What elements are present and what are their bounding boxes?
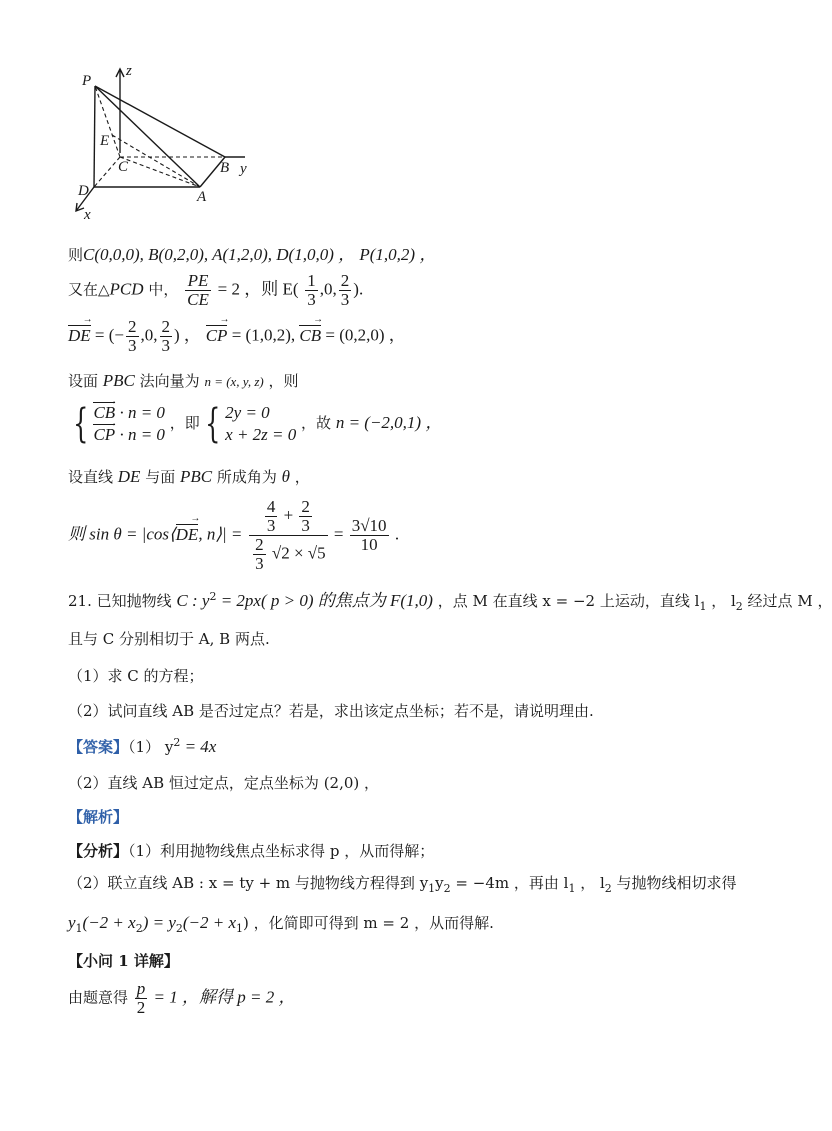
- answer-line-2: （2）直线 AB 恒过定点，定点坐标为 (2,0) ，: [68, 774, 380, 792]
- vector-cb: CB →: [299, 325, 321, 345]
- fraction-p-2: $\frac{p}{2}$: [136, 979, 146, 1017]
- text: 则: [68, 246, 84, 264]
- text: ，: [290, 468, 310, 486]
- coordinates-line: [68, 240, 436, 265]
- plane-name: PBC: [102, 371, 135, 390]
- label-P: P: [82, 73, 92, 89]
- plane-name: PBC: [180, 467, 213, 486]
- question-21-line-1: 21. 已知抛物线 C : $y^2 = 2px$( p > 0) 的焦点为 F(1,0) ，点 M 在直线 x = −2 上运动，直线 $l_1$ ， $l_2$ 经过点 M ，: [68, 590, 832, 613]
- text: 设直线: [68, 468, 118, 486]
- analysis-tag: 【解析】: [68, 808, 129, 826]
- text: 则 sin θ = |cos⟨: [68, 524, 176, 544]
- system-2: 2y = 0 x + 2z = 0: [225, 403, 297, 444]
- sin-theta-line: [68, 498, 399, 573]
- result-fraction: $\frac{3√10}{10}$: [351, 516, 387, 554]
- fraction-pe-ce: $\frac{PE}{CE}$: [187, 271, 209, 309]
- coordinates-math: C(0,0,0), B(0,2,0), A(1,2,0), D(1,0,0) ， P(1,0,2) ，: [83, 245, 437, 264]
- text: ，故: [296, 414, 336, 432]
- text: 法向量为: [134, 372, 205, 390]
- fraction: $\frac{2}{3}$: [340, 271, 350, 309]
- angle-line: [68, 466, 310, 487]
- text: =: [329, 524, 348, 544]
- label-A: A: [197, 189, 207, 205]
- text: = 2 ，则 E(: [217, 279, 299, 299]
- pyramid-figure: [60, 55, 280, 225]
- system-line: [68, 402, 442, 446]
- label-E: E: [100, 133, 110, 149]
- label-z: z: [126, 63, 132, 79]
- label-x: x: [84, 207, 91, 223]
- fraction: $\frac{1}{3}$: [307, 271, 316, 309]
- solution-line: 由题意得 $\frac{p}{2}$ = 1 ，解得 p = 2 ，: [68, 979, 296, 1017]
- label-C: C: [118, 159, 129, 175]
- label-y: y: [240, 161, 247, 177]
- analysis-line-3: $y_1(-2 + x_2) = y_2(-2 + x_1)$ ，化简即可得到 m = 2 ，从而得解.: [68, 913, 494, 935]
- text: 又在△: [68, 280, 110, 299]
- normal-vector: n = (x, y, z): [204, 374, 264, 389]
- fraction: $\frac{2}{3}$: [128, 317, 137, 355]
- text: ,0,: [319, 279, 337, 299]
- text: = (1,0,2),: [227, 325, 300, 345]
- brace: {: [73, 401, 89, 447]
- analysis-line-1: 【分析】（1）利用抛物线焦点坐标求得 p ，从而得解；: [68, 842, 435, 860]
- vector-cp: CP →: [206, 325, 228, 345]
- vector-de: DE →: [68, 325, 91, 345]
- big-fraction: $\frac{4}{3}$ + $\frac{2}{3}$ $\frac{2}{3}$ √2 × √5: [249, 498, 328, 573]
- point-e-line: [68, 272, 363, 309]
- analysis-line-2: （2）联立直线 AB : x = ty + m 与抛物线方程得到 $y_1y_2 = -4m$ ，再由 $l_1$ ， $l_2$ 与抛物线相切求得: [68, 874, 737, 895]
- text: .: [390, 524, 400, 544]
- fraction: $\frac{2}{3}$: [161, 317, 171, 355]
- text: ) ，: [174, 325, 201, 345]
- text: ，则: [263, 372, 299, 390]
- subquestion-1-tag: 【小问 1 详解】: [68, 952, 179, 970]
- text: 与面: [140, 468, 180, 486]
- label-D: D: [78, 183, 89, 199]
- normal-vector-line: [68, 370, 299, 391]
- question-21-part-1: （1）求 C 的方程；: [68, 667, 204, 685]
- text: ).: [353, 279, 364, 299]
- text: , n⟩| =: [198, 524, 243, 544]
- text: = (0,2,0) ，: [321, 325, 406, 345]
- triangle-name: PCD: [109, 279, 144, 299]
- system-1: CB → · n = 0 CP → · n = 0: [93, 402, 164, 446]
- vector-de: DE →: [176, 524, 199, 544]
- line-name: DE: [117, 467, 141, 486]
- brace: {: [204, 401, 221, 447]
- text: 所成角为: [212, 468, 282, 486]
- text: = (−: [90, 325, 125, 345]
- answer-tag: 【答案】: [68, 738, 129, 756]
- text: 中，: [143, 280, 179, 299]
- text: ，即: [164, 414, 200, 432]
- theta: θ: [281, 467, 291, 486]
- text: ,0,: [140, 325, 158, 345]
- label-B: B: [220, 160, 230, 176]
- answer-line-1: 【答案】（1） $y^2 = 4x$: [68, 736, 217, 756]
- vectors-line: [68, 318, 406, 355]
- text: 设面: [68, 372, 103, 390]
- normal-result: n = (−2,0,1) ，: [335, 413, 443, 432]
- question-21-line-2: 且与 C 分别相切于 A, B 两点.: [68, 630, 270, 648]
- question-21-part-2: （2）试问直线 AB 是否过定点？若是，求出该定点坐标；若不是，请说明理由.: [68, 702, 594, 720]
